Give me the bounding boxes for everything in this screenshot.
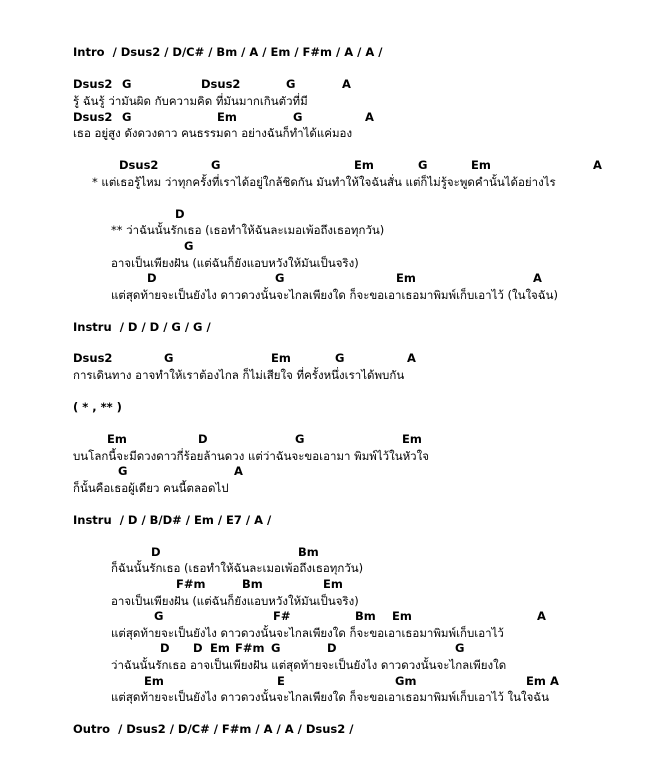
chord[interactable]: A: [342, 77, 351, 91]
chord[interactable]: Em: [396, 271, 416, 285]
chord[interactable]: Em: [144, 674, 164, 688]
chorus1-lyric-1: ** ว่าฉันนั้นรักเธอ (เธอทำให้ฉันละเมอเพ้อถึงเธอทุกวัน): [111, 223, 385, 237]
chord[interactable]: D: [327, 641, 337, 655]
chord[interactable]: G: [455, 641, 465, 655]
chord[interactable]: F#m: [176, 577, 206, 591]
chorus2-lyric-3: แต่สุดท้ายจะเป็นยังไง ดาวดวงนั้นจะไกลเพียงใด ก็จะขอเอาเธอมาพิมพ์เก็บเอาไว้: [111, 626, 504, 640]
chorus1-chord-line-2: [0, 239, 666, 253]
chord[interactable]: G: [154, 609, 164, 623]
prechorus-chord-line: [0, 158, 666, 172]
verse1-chord-line-2: [0, 110, 666, 124]
chord[interactable]: D: [151, 545, 161, 559]
chord[interactable]: A: [593, 158, 602, 172]
chorus2-chord-line-5: [0, 674, 666, 688]
chord[interactable]: Bm: [242, 577, 263, 591]
verse2-chord-line: [0, 351, 666, 365]
chorus1-chord-line-3: [0, 271, 666, 285]
chord[interactable]: G: [271, 641, 281, 655]
chord[interactable]: Dsus2: [73, 77, 113, 91]
prechorus-lyric: * แต่เธอรู้ไหม ว่าทุกครั้งที่เราได้อยู่ใกล้ชิดกัน มันทำให้ใจฉันสั่น แต่ก็ไม่รู้จะพูดคำนั้นได้อย่างไร: [92, 175, 556, 189]
chord[interactable]: Em: [402, 432, 422, 446]
chord[interactable]: A: [537, 609, 546, 623]
instru2-label: Instru: [73, 513, 112, 527]
chord[interactable]: G: [335, 351, 345, 365]
chord[interactable]: G: [211, 158, 221, 172]
bridge-chord-line-1: [0, 432, 666, 446]
chord[interactable]: Em: [471, 158, 491, 172]
intro-progression: / Dsus2 / D/C# / Bm / A / Em / F#m / A / A /: [112, 45, 383, 59]
instru2-line: [73, 513, 271, 527]
instru1-line: [73, 320, 211, 334]
outro-line: [73, 722, 353, 736]
chord[interactable]: Bm: [355, 609, 376, 623]
bridge-chord-line-2: [0, 464, 666, 478]
chord[interactable]: Em: [107, 432, 127, 446]
chord[interactable]: Em: [526, 674, 546, 688]
chord[interactable]: A: [407, 351, 416, 365]
chord[interactable]: A: [234, 464, 243, 478]
chord[interactable]: Dsus2: [73, 110, 113, 124]
chorus2-chord-line-3: [0, 609, 666, 623]
chord[interactable]: G: [293, 110, 303, 124]
chorus2-chord-line-2: [0, 577, 666, 591]
chord[interactable]: Em: [323, 577, 343, 591]
chord[interactable]: G: [184, 239, 194, 253]
chorus1-lyric-3: แต่สุดท้ายจะเป็นยังไง ดาวดวงนั้นจะไกลเพียงใด ก็จะขอเอาเธอมาพิมพ์เก็บเอาไว้ (ในใจฉัน): [111, 288, 558, 302]
chord[interactable]: G: [118, 464, 128, 478]
chorus1-lyric-2: อาจเป็นเพียงฝัน (แต่ฉันก็ยังแอบหวังให้มันเป็นจริง): [111, 256, 359, 270]
chord[interactable]: Dsus2: [73, 351, 113, 365]
chord[interactable]: D: [193, 641, 203, 655]
outro-progression: / Dsus2 / D/C# / F#m / A / A / Dsus2 /: [118, 722, 354, 736]
bridge-lyric-2: ก็นั้นคือเธอผู้เดียว คนนี้ตลอดไป: [73, 481, 229, 495]
chord[interactable]: Dsus2: [119, 158, 159, 172]
chorus2-lyric-2: อาจเป็นเพียงฝัน (แต่ฉันก็ยังแอบหวังให้มันเป็นจริง): [111, 594, 359, 608]
instru2-progression: / D / B/D# / Em / E7 / A /: [119, 513, 272, 527]
chord[interactable]: D: [147, 271, 157, 285]
chorus1-chord-line-1: [0, 207, 666, 221]
chord[interactable]: G: [164, 351, 174, 365]
chord[interactable]: D: [198, 432, 208, 446]
chord[interactable]: G: [418, 158, 428, 172]
instru1-progression: / D / D / G / G /: [119, 320, 211, 334]
chord[interactable]: Em: [271, 351, 291, 365]
verse1-lyric-2: เธอ อยู่สูง ดังดวงดาว คนธรรมดา อย่างฉันก็ทำได้แค่มอง: [73, 126, 353, 140]
chord[interactable]: Em: [354, 158, 374, 172]
chord[interactable]: A: [365, 110, 374, 124]
chord[interactable]: Dsus2: [201, 77, 241, 91]
verse2-lyric: การเดินทาง อาจทำให้เราต้องไกล ก็ไม่เสียใจ ที่ครั้งหนึ่งเราได้พบกัน: [73, 368, 405, 382]
chord[interactable]: G: [122, 77, 132, 91]
outro-label: Outro: [73, 722, 111, 736]
chord[interactable]: F#m: [235, 641, 265, 655]
chord[interactable]: F#: [273, 609, 291, 623]
chord[interactable]: Gm: [395, 674, 417, 688]
chord[interactable]: E: [277, 674, 285, 688]
chord[interactable]: Bm: [298, 545, 319, 559]
verse1-lyric-1: รู้ ฉันรู้ ว่ามันผิด กับความคิด ที่มันมากเกินตัวที่มี: [73, 94, 308, 108]
instru1-label: Instru: [73, 320, 112, 334]
chord[interactable]: G: [122, 110, 132, 124]
chord[interactable]: D: [175, 207, 185, 221]
intro-label: Intro: [73, 45, 105, 59]
verse1-chord-line-1: [0, 77, 666, 91]
chorus2-lyric-4: ว่าฉันนั้นรักเธอ อาจเป็นเพียงฝัน แต่สุดท้ายจะเป็นยังไง ดาวดวงนั้นจะไกลเพียงใด: [111, 658, 507, 672]
chorus2-chord-line-1: [0, 545, 666, 559]
chorus2-chord-line-4: [0, 641, 666, 655]
chord[interactable]: A: [533, 271, 542, 285]
chord[interactable]: A: [550, 674, 559, 688]
chord[interactable]: G: [286, 77, 296, 91]
bridge-lyric-1: บนโลกนี้จะมีดวงดาวกี่ร้อยล้านดวง แต่ว่าฉันจะขอเอามา พิมพ์ไว้ในหัวใจ: [73, 449, 429, 463]
chorus2-lyric-5: แต่สุดท้ายจะเป็นยังไง ดาวดวงนั้นจะไกลเพียงใด ก็จะขอเอาเธอมาพิมพ์เก็บเอาไว้ ในใจฉัน: [111, 690, 550, 704]
intro-line: [73, 45, 382, 59]
chord[interactable]: G: [295, 432, 305, 446]
chord[interactable]: Em: [392, 609, 412, 623]
repeat-marker: ( * , ** ): [73, 400, 122, 414]
chorus2-lyric-1: ก็ฉันนั้นรักเธอ (เธอทำให้ฉันละเมอเพ้อถึงเธอทุกวัน): [111, 561, 364, 575]
chord[interactable]: Em: [217, 110, 237, 124]
chord[interactable]: G: [275, 271, 285, 285]
chord[interactable]: D: [160, 641, 170, 655]
chord[interactable]: Em: [210, 641, 230, 655]
